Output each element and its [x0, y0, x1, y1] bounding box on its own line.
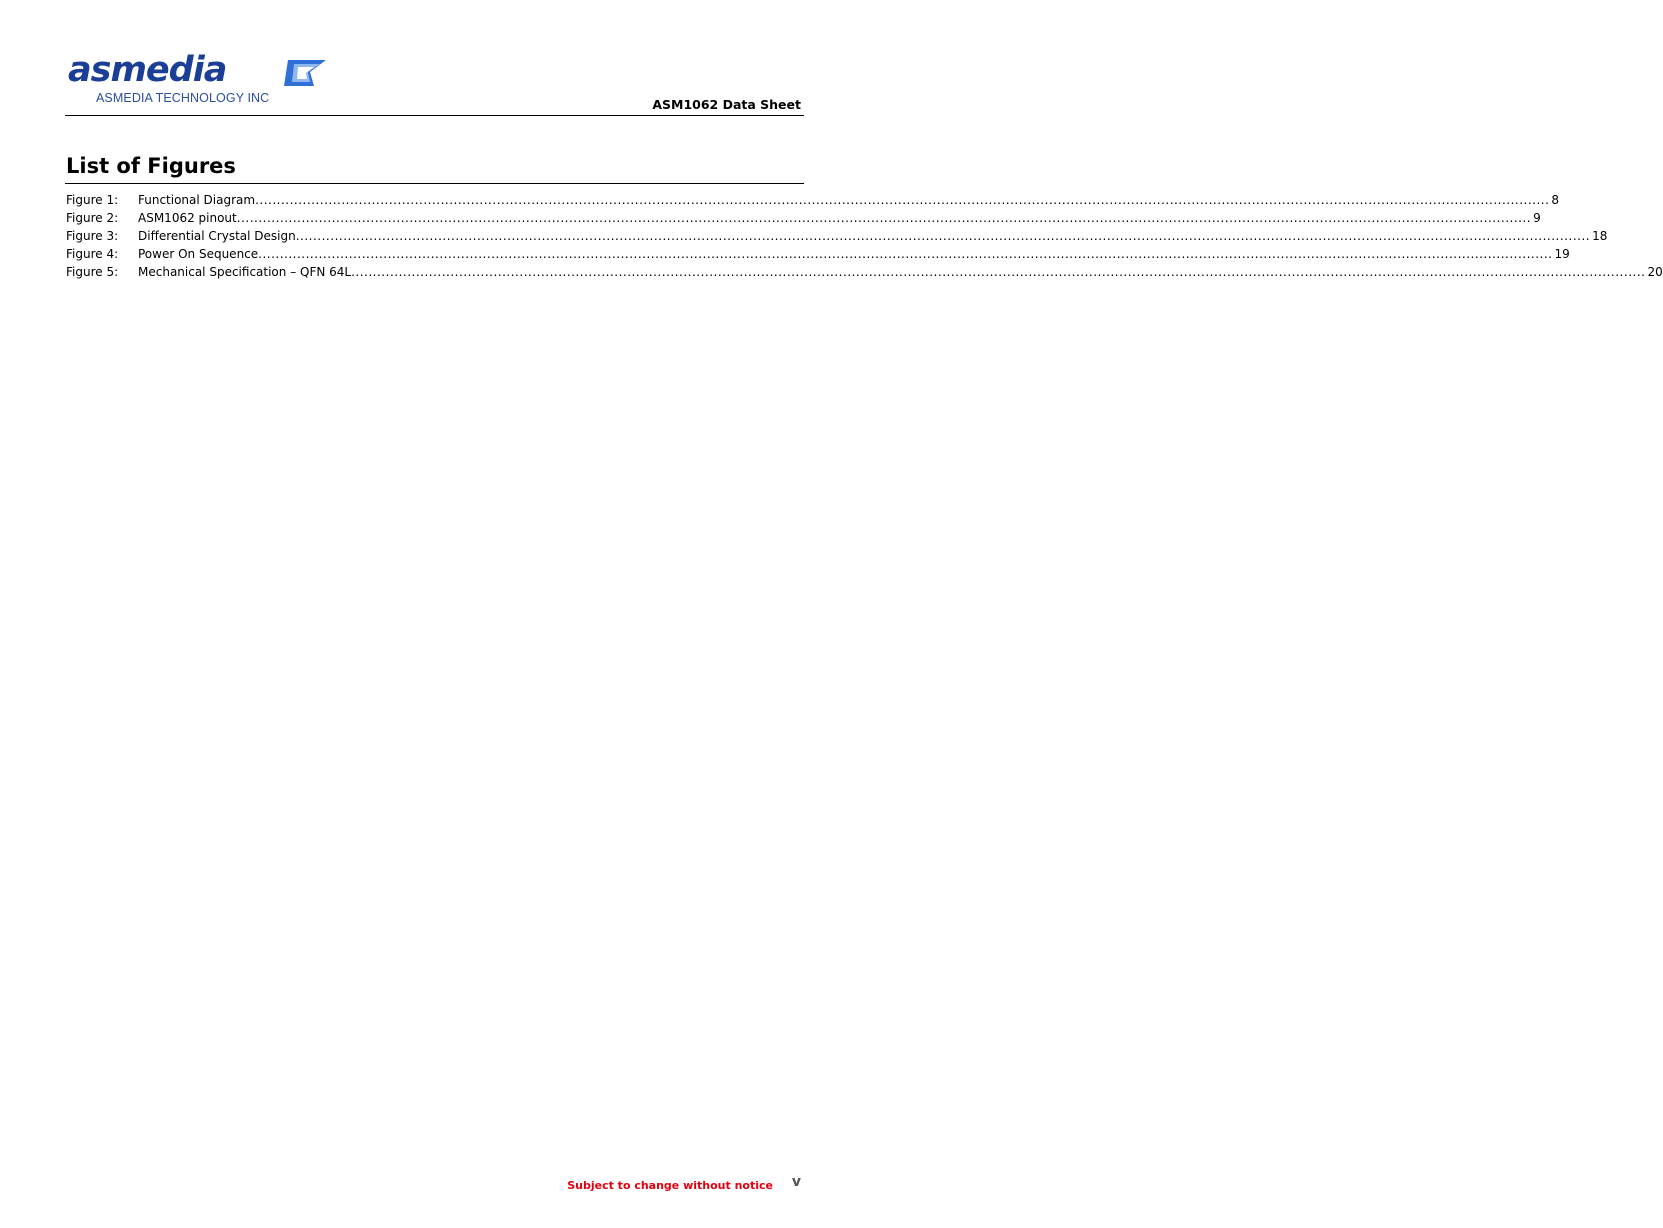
section-divider: [65, 183, 804, 184]
figure-title: Differential Crystal Design: [138, 229, 296, 243]
figure-page: 9: [1533, 211, 1541, 225]
figure-title: Mechanical Specification – QFN 64L: [138, 265, 352, 279]
page-number: v: [791, 1174, 801, 1190]
logo-flag-icon: [280, 58, 326, 88]
toc-entry[interactable]: [66, 209, 1541, 227]
figure-number: Figure 5:: [66, 265, 119, 279]
figure-page: 8: [1551, 193, 1560, 207]
toc-entry[interactable]: [66, 245, 1570, 263]
figure-page: 18: [1592, 229, 1608, 243]
toc-entry[interactable]: [66, 227, 1608, 245]
figure-number: Figure 4:: [66, 247, 119, 261]
footer-notice: Subject to change without notice: [567, 1179, 773, 1192]
header-divider: [65, 115, 804, 116]
figure-title: ASM1062 pinout: [138, 211, 237, 225]
logo-wordmark: asmedia: [68, 50, 227, 90]
dot-leader: ............................................................................................................................................................................................................................................................................................................: [236, 211, 1532, 225]
dot-leader: ............................................................................................................................................................................................................................................................................................................: [295, 229, 1591, 243]
figure-number: Figure 2:: [66, 211, 119, 225]
logo-subtitle: ASMEDIA TECHNOLOGY INC: [96, 91, 270, 105]
toc-entry[interactable]: [66, 191, 1560, 209]
company-logo: [68, 50, 328, 108]
dot-leader: ............................................................................................................................................................................................................................................................................................................: [255, 193, 1550, 207]
page-title: List of Figures: [66, 154, 236, 178]
dot-leader: ............................................................................................................................................................................................................................................................................................................: [351, 265, 1646, 279]
toc-entry[interactable]: [66, 263, 1663, 281]
figure-page: 19: [1554, 247, 1570, 261]
document-title: ASM1062 Data Sheet: [652, 97, 801, 112]
figure-title: Functional Diagram: [138, 193, 256, 207]
figure-title: Power On Sequence: [138, 247, 259, 261]
figure-number: Figure 3:: [66, 229, 119, 243]
figure-page: 20: [1647, 265, 1663, 279]
dot-leader: ............................................................................................................................................................................................................................................................................................................: [258, 247, 1553, 261]
figures-list: [66, 191, 1663, 281]
figure-number: Figure 1:: [66, 193, 119, 207]
